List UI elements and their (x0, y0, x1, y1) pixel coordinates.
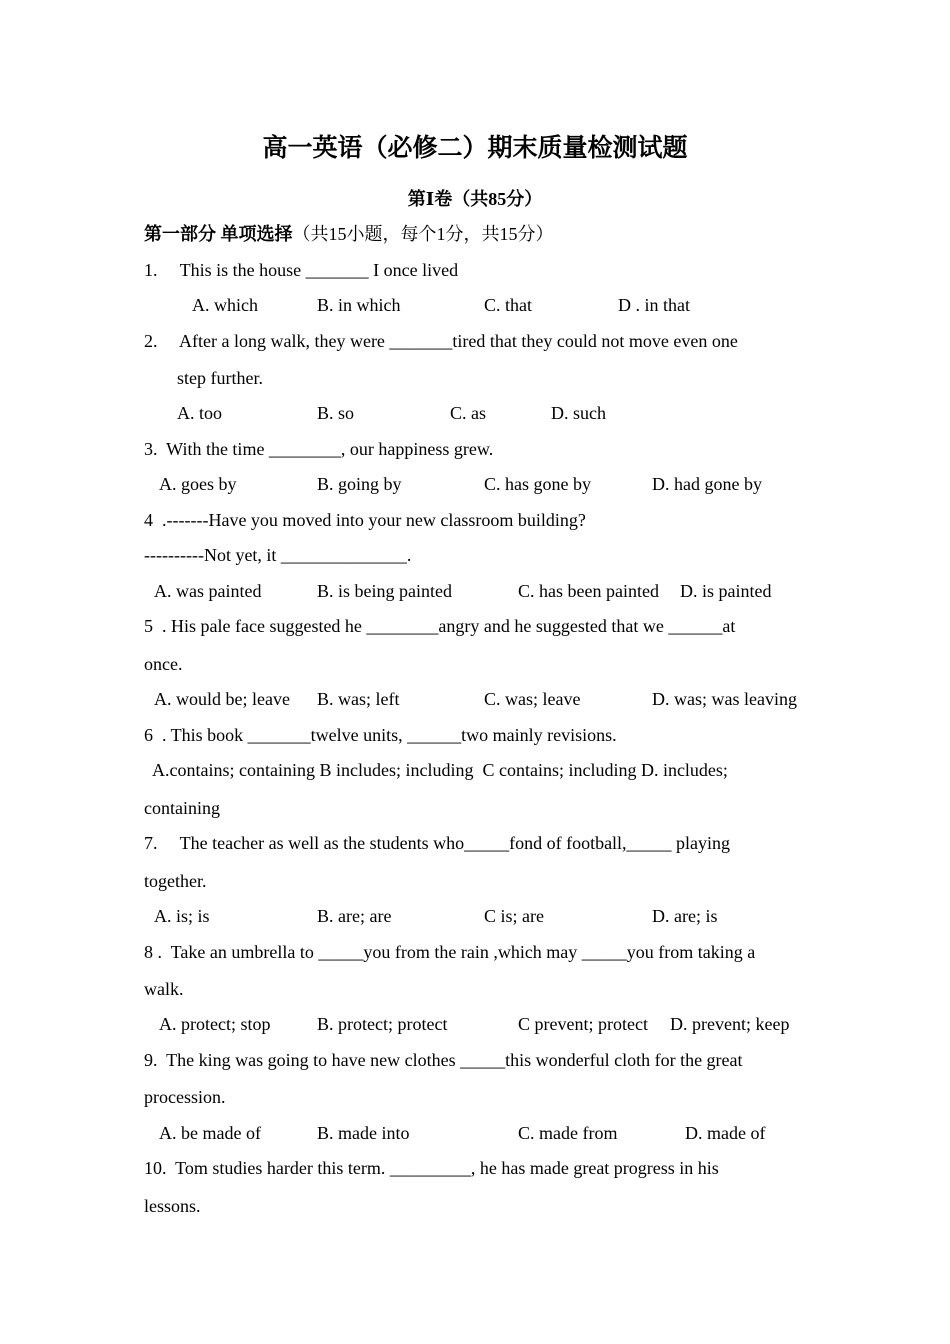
section-title: 第一部分 单项选择 (144, 224, 293, 244)
question-5-option-a: A. would be; leave (154, 689, 290, 709)
question-3-option-b: B. going by (317, 474, 402, 494)
question-3-option-c: C. has gone by (484, 474, 591, 494)
question-9-option-b: B. made into (317, 1123, 410, 1143)
question-8-option-c: C prevent; protect (518, 1014, 648, 1034)
question-1-option-d: D . in that (618, 295, 690, 315)
question-7-option-a: A. is; is (154, 906, 210, 926)
exam-subtitle: 第Ⅰ卷（共85分） (407, 189, 543, 209)
question-3-stem: 3. With the time ________, our happiness grew. (144, 439, 494, 459)
question-1-option-b: B. in which (317, 295, 401, 315)
question-4-option-d: D. is painted (680, 581, 772, 601)
question-9-option-a: A. be made of (159, 1123, 261, 1143)
question-7-option-b: B. are; are (317, 906, 392, 926)
question-2-stem: 2. After a long walk, they were _______tired that they could not move even one (144, 331, 738, 351)
question-2-option-a: A. too (177, 403, 222, 423)
question-3-option-a: A. goes by (159, 474, 237, 494)
question-6-options-cont: containing (144, 798, 220, 818)
question-2-option-b: B. so (317, 403, 355, 423)
question-9-stem-cont: procession. (144, 1087, 226, 1107)
question-5-option-c: C. was; leave (484, 689, 581, 709)
question-7-stem: 7. The teacher as well as the students who_____fond of football,_____ playing (144, 833, 731, 853)
exam-title: 高一英语（必修二）期末质量检测试题 (262, 135, 688, 162)
question-4-stem: 4 .-------Have you moved into your new classroom building? (144, 510, 586, 530)
question-2-option-d: D. such (551, 403, 606, 423)
question-9-option-d: D. made of (685, 1123, 766, 1143)
question-8-option-d: D. prevent; keep (670, 1014, 790, 1034)
question-5-option-d: D. was; was leaving (652, 689, 797, 709)
question-9-option-c: C. made from (518, 1123, 618, 1143)
question-4-option-a: A. was painted (154, 581, 262, 601)
question-10-stem-cont: lessons. (144, 1196, 201, 1216)
question-8-stem-cont: walk. (144, 979, 184, 999)
question-5-stem-cont: once. (144, 654, 183, 674)
question-7-stem-cont: together. (144, 871, 207, 891)
question-1-option-c: C. that (484, 295, 532, 315)
question-8-stem: 8 . Take an umbrella to _____you from the rain ,which may _____you from taking a (144, 942, 756, 962)
question-7-option-c: C is; are (484, 906, 544, 926)
question-4-stem-cont: ----------Not yet, it ______________. (144, 545, 412, 565)
question-2-option-c: C. as (450, 403, 486, 423)
question-6-stem: 6 . This book _______twelve units, ______two mainly revisions. (144, 725, 617, 745)
question-4-option-b: B. is being painted (317, 581, 452, 601)
question-7-option-d: D. are; is (652, 906, 718, 926)
question-4-option-c: C. has been painted (518, 581, 659, 601)
question-5-option-b: B. was; left (317, 689, 400, 709)
question-9-stem: 9. The king was going to have new clothes _____this wonderful cloth for the great (144, 1050, 743, 1070)
question-8-option-b: B. protect; protect (317, 1014, 448, 1034)
section-note: （共15小题，每个1分，共15分） (292, 224, 554, 244)
question-5-stem: 5 . His pale face suggested he ________angry and he suggested that we ______at (144, 616, 736, 636)
section-heading (144, 222, 554, 246)
question-8-option-a: A. protect; stop (159, 1014, 271, 1034)
question-10-stem: 10. Tom studies harder this term. _________, he has made great progress in his (144, 1158, 719, 1178)
question-1-stem: 1. This is the house _______ I once lived (144, 260, 459, 280)
question-6-options-line: A.contains; containing B includes; including C contains; including D. includes; (144, 760, 728, 780)
question-3-option-d: D. had gone by (652, 474, 762, 494)
question-1-option-a: A. which (192, 295, 258, 315)
question-2-stem-cont: step further. (177, 368, 263, 388)
